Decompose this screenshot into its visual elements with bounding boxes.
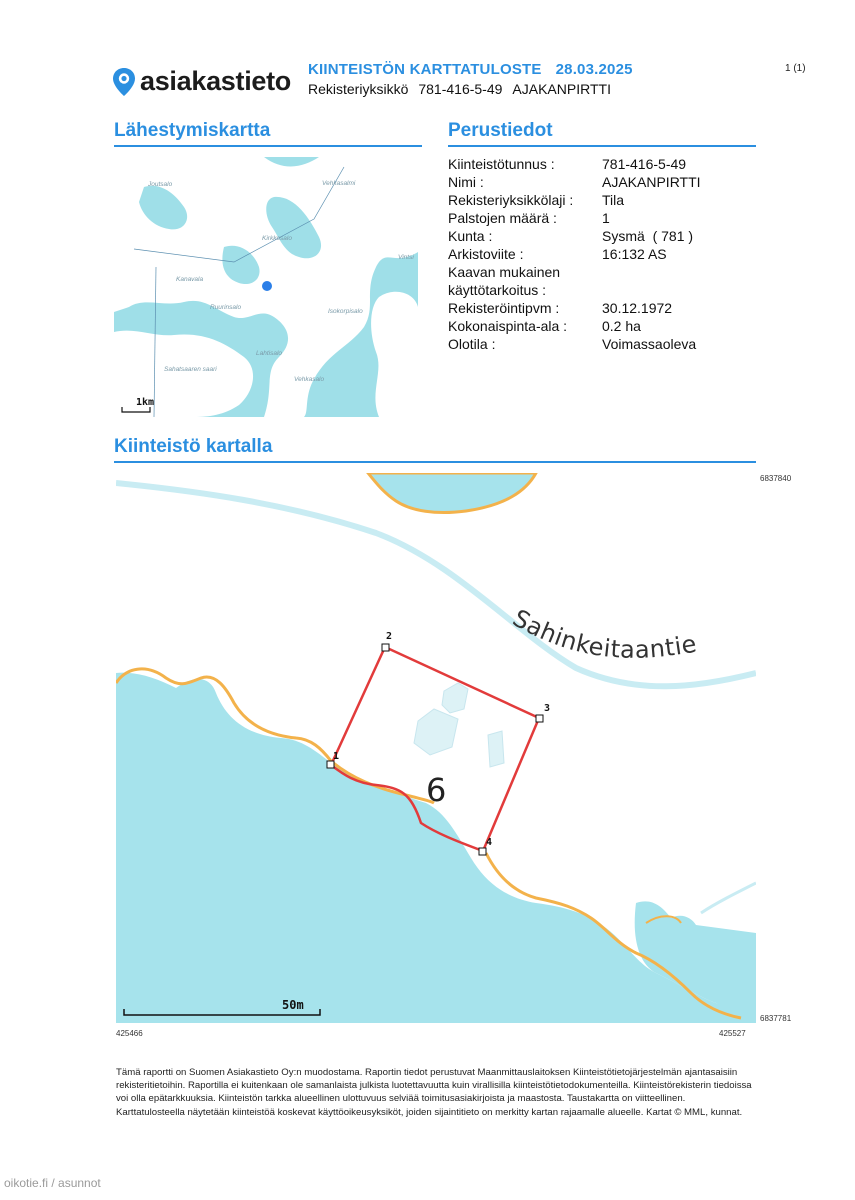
info-label: Rekisteröintipvm : (448, 300, 560, 316)
approach-map (114, 157, 418, 417)
info-label: Kunta : (448, 228, 493, 244)
info-value: Voimassaoleva (602, 336, 697, 352)
approach-map-rule (114, 145, 422, 147)
info-value: 781-416-5-49 (602, 156, 687, 172)
info-label: Rekisteriyksikkölaji : (448, 192, 574, 208)
info-value: Sysmä ( 781 ) (602, 228, 694, 244)
coord-bottom-left: 425466 (116, 1029, 143, 1038)
asiakastieto-logo (112, 66, 291, 97)
place-label: Joutsalo (148, 181, 173, 188)
property-scale-label: 50m (282, 998, 304, 1012)
location-pin-icon (112, 67, 136, 97)
basic-info-title: Perustiedot (448, 120, 553, 141)
info-label: Kaavan mukainen (448, 264, 561, 280)
approach-map-title: Lähestymiskartta (114, 120, 271, 141)
property-location-marker (262, 281, 272, 291)
place-label: Vintsi (398, 254, 414, 261)
info-row (448, 317, 701, 335)
property-map (116, 473, 756, 1023)
info-value: 30.12.1972 (602, 300, 673, 316)
registry-unit-name: AJAKANPIRTTI (512, 81, 611, 97)
corner-marker (327, 761, 334, 768)
info-row (448, 191, 701, 209)
corner-marker (536, 715, 543, 722)
corner-marker (479, 848, 486, 855)
info-row (448, 173, 701, 191)
info-row (448, 155, 701, 173)
info-value: 16:132 AS (602, 246, 667, 262)
info-row (448, 245, 701, 263)
basic-info-rule (448, 145, 756, 147)
info-value: 0.2 ha (602, 318, 641, 334)
info-row (448, 281, 701, 299)
place-label: Isokorpisalo (328, 308, 363, 315)
registry-unit-id: 781-416-5-49 (418, 81, 503, 97)
place-label: Lahtisalo (256, 350, 283, 357)
corner-label: 4 (486, 837, 493, 848)
coord-bottom-right: 6837781 (760, 1014, 792, 1023)
coord-top-right: 6837840 (760, 474, 792, 483)
info-label: Kokonaispinta-ala : (448, 318, 568, 334)
title-date: 28.03.2025 (555, 61, 633, 78)
corner-marker (382, 644, 389, 651)
property-map-rule (114, 461, 756, 463)
info-label: käyttötarkoitus : (448, 282, 547, 298)
parcel-number: 6 (426, 771, 447, 809)
info-value: Tila (602, 192, 625, 208)
approach-map-graphic (114, 157, 418, 417)
info-label: Kiinteistötunnus : (448, 156, 555, 172)
info-label: Arkistoviite : (448, 246, 524, 262)
property-map-graphic (116, 473, 756, 1023)
info-value: AJAKANPIRTTI (602, 174, 701, 190)
watermark: oikotie.fi / asunnot (4, 1176, 101, 1190)
page-number: 1 (1) (785, 63, 806, 74)
corner-label: 1 (333, 751, 340, 762)
registry-unit-label: Rekisteriyksikkö (308, 81, 409, 97)
place-label: Vehkasalo (294, 376, 325, 383)
info-row (448, 227, 701, 245)
place-label: Sahatsaaren saari (164, 366, 217, 373)
place-label: Kirkkosalo (262, 235, 292, 242)
corner-label: 3 (544, 703, 551, 714)
place-label: Vehkasalmi (322, 180, 356, 187)
property-map-title: Kiinteistö kartalla (114, 436, 273, 457)
road-label: Sahinkeitaantie (508, 603, 699, 664)
approach-scale-label: 1km (136, 397, 155, 408)
info-value: 1 (602, 210, 610, 226)
document-title (308, 61, 633, 78)
info-row (448, 209, 701, 227)
basic-info-table (448, 155, 701, 353)
corner-label: 2 (386, 631, 393, 642)
place-label: Kanavala (176, 276, 204, 283)
title-text: KIINTEISTÖN KARTTATULOSTE (308, 61, 542, 78)
info-label: Palstojen määrä : (448, 210, 557, 226)
info-label: Nimi : (448, 174, 484, 190)
registry-unit-line (308, 81, 621, 97)
info-row (448, 335, 701, 353)
info-row (448, 263, 701, 281)
disclaimer-text: Tämä raportti on Suomen Asiakastieto Oy:n muodostama. Raportin tiedot perustuvat Maanmittauslaitoksen Kiinteistötietojärjestelmän ajantasaisiin rekisteritietoihin. Raportilla ei kuitenkaan ole samanlaista julkista luotettavuutta kuin virallisilla kiinteistötietodokumenteilla. Kiinteistörekisterin tiedoissa voi olla epätarkkuuksia. Kiinteistön tarkka alueellinen ulottuvuus selviää toimitusasiakirjoista ja maastosta. Taustakartta on viitteellinen. Karttatulosteella näytetään kiinteistöä koskevat käyttöoikeusyksiköt, joiden sijaintitieto on merkitty kartan rajaamalle alueelle. Kartat © MML, kunnat. (116, 1067, 752, 1118)
info-label: Olotila : (448, 336, 496, 352)
place-label: Ruurinsalo (210, 304, 242, 311)
building (488, 731, 504, 767)
logo-text: asiakastieto (140, 66, 291, 96)
info-row (448, 299, 701, 317)
coord-bottom-mid: 425527 (719, 1029, 746, 1038)
